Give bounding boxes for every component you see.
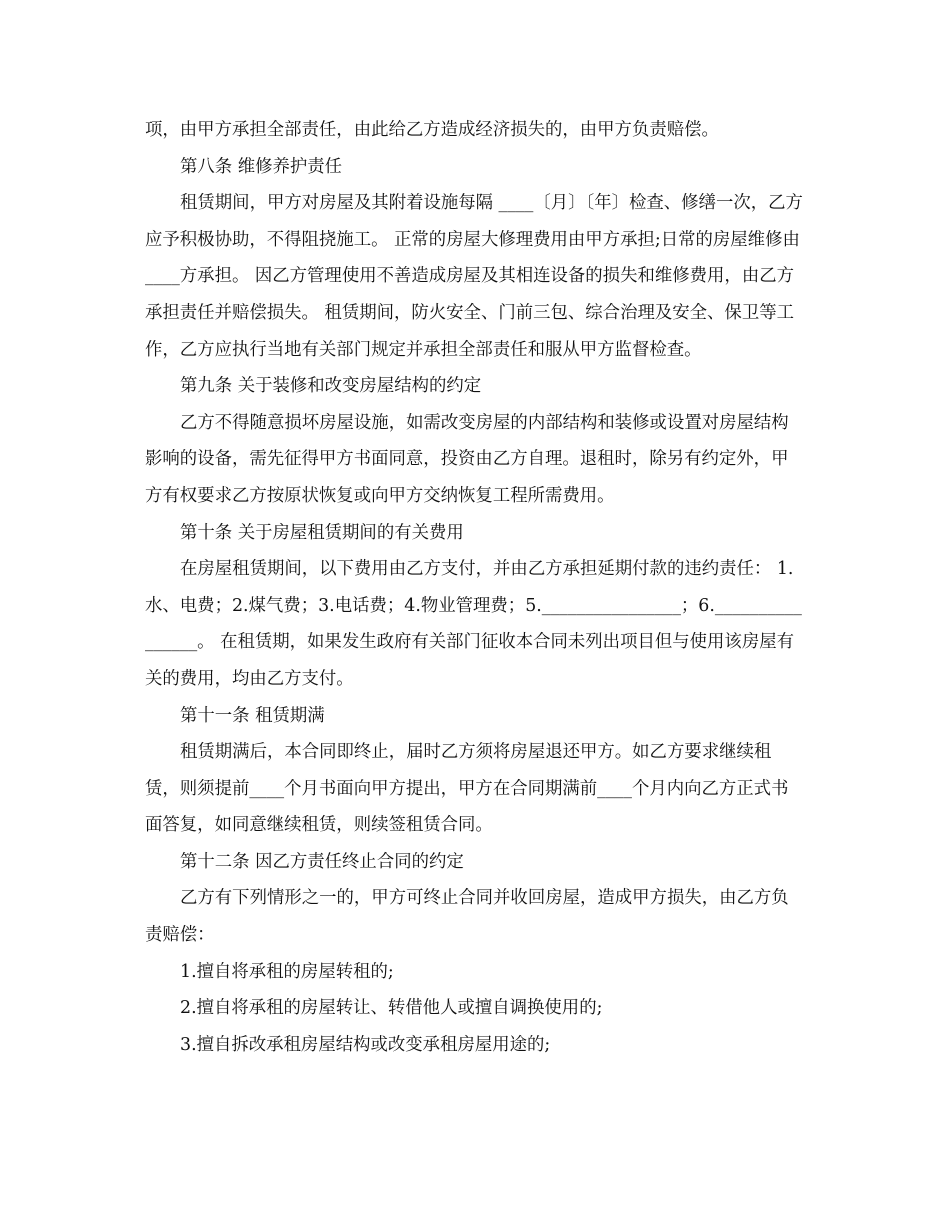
article-10-body: 在房屋租赁期间，以下费用由乙方支付，并由乙方承担延期付款的违约责任： 1.水、电费；2.煤气费；3.电话费；4.物业管理费；5.________________；6.________________。 在租赁期，如果发生政府有关部门征收本合同未列出项目但与使用该房屋有关的费用，均由乙方支付。 [145,559,802,689]
article-12-body: 乙方有下列情形之一的，甲方可终止合同并收回房屋，造成甲方损失，由乙方负责赔偿： [145,888,789,946]
article-9-heading: 第九条 关于装修和改变房屋结构的约定 [180,376,482,397]
paragraph-continuation: 项，由甲方承担全部责任，由此给乙方造成经济损失的，由甲方负责赔偿。 [145,120,719,140]
article-12-heading: 第十二条 因乙方责任终止合同的约定 [180,851,464,872]
article-10-heading: 第十条 关于房屋租赁期间的有关费用 [180,522,464,543]
list-item: 2.擅自将承租的房屋转让、转借他人或擅自调换使用的; [180,998,603,1019]
list-item: 1.擅自将承租的房屋转租的; [180,961,394,982]
article-8-body: 租赁期间，甲方对房屋及其附着设施每隔 ____〔月〕〔年〕检查、修缮一次，乙方应予积极协助，不得阻挠施工。 正常的房屋大修理费用由甲方承担;日常的房屋维修由____方承担。 因乙方管理使用不善造成房屋及其相连设备的损失和维修费用，由乙方承担责任并赔偿损失。 租赁期间，防火安全、门前三包、综合治理及安全、保卫等工作，乙方应执行当地有关部门规定并承担全部责任和服从甲方监督检查。 [145,193,803,360]
document-page [145,112,805,1063]
article-9-body: 乙方不得随意损坏房屋设施，如需改变房屋的内部结构和装修或设置对房屋结构影响的设备，需先征得甲方书面同意，投资由乙方自理。退租时，除另有约定外，甲方有权要求乙方按原状恢复或向甲方交纳恢复工程所需费用。 [145,412,789,506]
list-item: 3.擅自拆改承租房屋结构或改变承租房屋用途的; [180,1034,551,1055]
article-8-heading: 第八条 维修养护责任 [180,156,343,177]
article-11-body: 租赁期满后，本合同即终止，届时乙方须将房屋退还甲方。如乙方要求继续租赁，则须提前____个月书面向甲方提出，甲方在合同期满前____个月内向乙方正式书面答复，如同意继续租赁，则续签租赁合同。 [145,742,789,836]
article-11-heading: 第十一条 租赁期满 [180,705,325,726]
